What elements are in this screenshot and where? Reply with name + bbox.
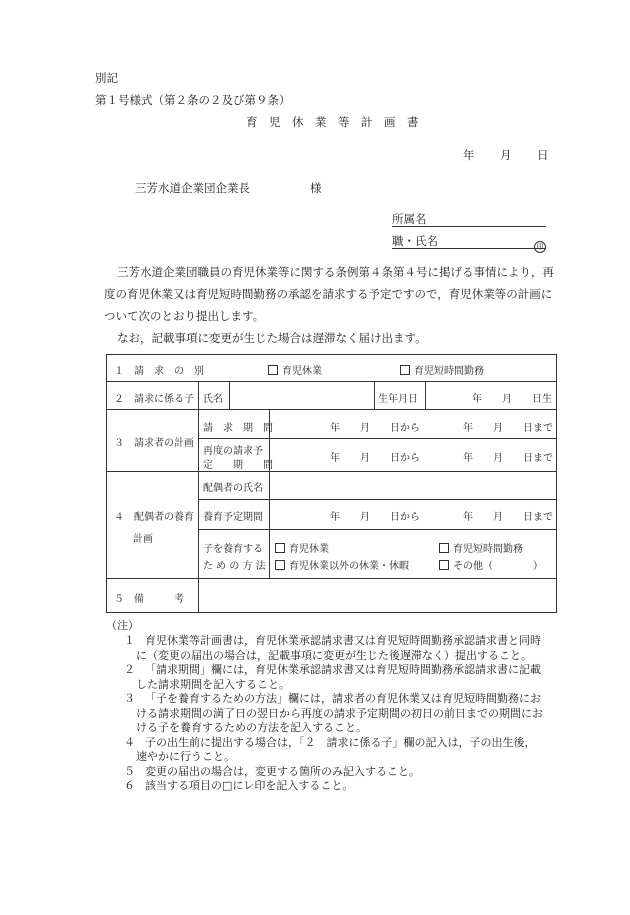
- child-birth-date: 年 月 日生: [472, 394, 552, 405]
- note-text: 変更の届出の場合は，変更する箇所のみ記入すること。: [145, 764, 420, 778]
- date-month: 月: [500, 148, 512, 162]
- child-birth-label: 生年月日: [378, 394, 418, 405]
- row-divider: [198, 438, 557, 439]
- appendix-label: 別記: [95, 71, 118, 85]
- note-item: [124, 779, 584, 794]
- re-request-to: 年 月 日まで: [463, 453, 553, 464]
- col-divider: [425, 381, 426, 409]
- row-divider: [198, 529, 557, 530]
- checkbox-icon[interactable]: [275, 543, 285, 553]
- option-label: 育児短時間勤務: [414, 366, 484, 377]
- row-divider: [106, 409, 557, 410]
- request-period-label: 請 求 期 間: [203, 423, 273, 434]
- re-request-from: 年 月 日から: [330, 453, 420, 464]
- note-item: [124, 634, 584, 663]
- addressee-name: 三芳水道企業団企業長: [135, 181, 250, 195]
- re-request-label-a: 再度の請求予: [203, 446, 263, 457]
- request-type-shorttime[interactable]: [400, 362, 484, 377]
- date-year: 年: [463, 148, 475, 162]
- col-divider: [374, 381, 375, 409]
- note-text: 「子を養育するための方法」欄には，請求者の育児休業又は育児短時間勤務にお: [145, 692, 541, 705]
- row4-label-b: 計画: [133, 534, 153, 545]
- request-period-from: 年 月 日から: [330, 423, 420, 434]
- care-period-label: 養育予定期間: [203, 512, 263, 523]
- name-underline: [392, 248, 546, 249]
- option-label: 育児休業: [289, 544, 329, 555]
- note-item: [124, 736, 584, 765]
- row3-label: ３ 請求者の計画: [114, 438, 194, 449]
- note-text: に（変更の届出の場合は，記載事項に変更が生じた後遅滞なく）提出すること。: [136, 648, 532, 662]
- col-divider: [198, 381, 199, 613]
- care-method-label-b: た め の 方 法: [203, 561, 266, 572]
- body-line-4: なお，記載事項に変更が生じた場合は遅滞なく届け出ます。: [117, 331, 427, 345]
- care-method-label-a: 子を養育する: [203, 544, 263, 555]
- re-request-label-b: 定 期 間: [203, 460, 273, 471]
- row-divider: [106, 471, 557, 472]
- checkbox-icon[interactable]: [268, 365, 278, 375]
- notes-heading: （注）: [106, 619, 139, 632]
- option-label: 育児休業以外の休業・休暇: [289, 561, 409, 572]
- note-text: 「請求期間」欄には，育児休業承認請求書又は育児短時間勤務承認請求書に記載: [145, 663, 541, 676]
- checkbox-icon[interactable]: [439, 543, 449, 553]
- checkbox-icon[interactable]: [400, 365, 410, 375]
- seal-mark: [534, 234, 546, 253]
- row5-label: ５ 備 考: [114, 594, 184, 605]
- note-text: した請求期間を記入すること。: [136, 677, 290, 691]
- request-period-to: 年 月 日まで: [463, 423, 553, 434]
- row1-label: １ 請 求 の 別: [114, 366, 204, 377]
- seal-glyph: 印: [534, 241, 546, 253]
- note-item: [124, 692, 584, 736]
- note-number: ３: [124, 692, 135, 705]
- note-number: ２: [124, 663, 135, 676]
- row-divider: [106, 578, 557, 579]
- option-label: 育児短時間勤務: [453, 544, 523, 555]
- body-line-1: 三芳水道企業団職員の育児休業等に関する条例第４条第４号に掲げる事情により，再: [117, 265, 554, 279]
- spouse-name-label: 配偶者の氏名: [203, 483, 263, 494]
- note-number: ４: [124, 735, 135, 749]
- checkbox-icon[interactable]: [439, 560, 449, 570]
- method-other[interactable]: [439, 557, 543, 572]
- request-type-leave[interactable]: [268, 362, 322, 377]
- method-other-leave[interactable]: [275, 557, 409, 572]
- note-item: [124, 663, 584, 692]
- note-text: 育児休業等計画書は，育児休業承認請求書又は育児短時間勤務承認請求書と同時: [145, 634, 541, 647]
- checkbox-icon[interactable]: [275, 560, 285, 570]
- option-label: その他（ ）: [453, 561, 543, 572]
- row4-label-a: ４ 配偶者の養育: [114, 512, 194, 523]
- note-text: 速やかに行うこと。: [136, 750, 235, 763]
- option-label: 育児休業: [282, 366, 322, 377]
- note-number: １: [124, 634, 135, 647]
- method-shorttime[interactable]: [439, 540, 523, 555]
- row2-label: ２ 請求に係る子: [114, 394, 194, 405]
- child-name-label: 氏名: [203, 394, 223, 405]
- col-divider: [229, 381, 230, 409]
- note-text: ける請求期間の満了日の翌日から再度の請求予定期間の初日の前日までの期間にお: [136, 706, 543, 720]
- care-period-to: 年 月 日まで: [463, 512, 553, 523]
- body-line-3: ついて次のとおり提出します。: [104, 309, 265, 323]
- addressee-honorific: 様: [310, 181, 322, 195]
- name-label: 職・氏名: [392, 234, 438, 248]
- care-period-from: 年 月 日から: [330, 512, 420, 523]
- col-divider: [269, 409, 270, 578]
- note-text: ける子を養育するための方法を記入すること。: [136, 721, 367, 734]
- note-number: ６: [124, 779, 135, 792]
- body-line-2: 度の育児休業又は育児短時間勤務の承認を請求する予定ですので，育児休業等の計画に: [104, 287, 553, 301]
- row-divider: [198, 499, 557, 500]
- date-day: 日: [537, 148, 549, 162]
- note-text: 該当する項目の□にレ印を記入すること。: [145, 779, 354, 792]
- row-divider: [106, 381, 557, 382]
- method-leave[interactable]: [275, 540, 329, 555]
- note-item: [124, 765, 584, 780]
- document-title: 育 児 休 業 等 計 画 書: [246, 115, 419, 129]
- note-number: ５: [124, 764, 135, 778]
- note-text: 子の出生前に提出する場合は，「２ 請求に係る子」欄の記入は，子の出生後，: [145, 735, 536, 749]
- affiliation-label: 所属名: [392, 212, 427, 226]
- form-number: 第１号様式（第２条の２及び第９条）: [95, 93, 291, 107]
- affiliation-underline: [392, 226, 546, 227]
